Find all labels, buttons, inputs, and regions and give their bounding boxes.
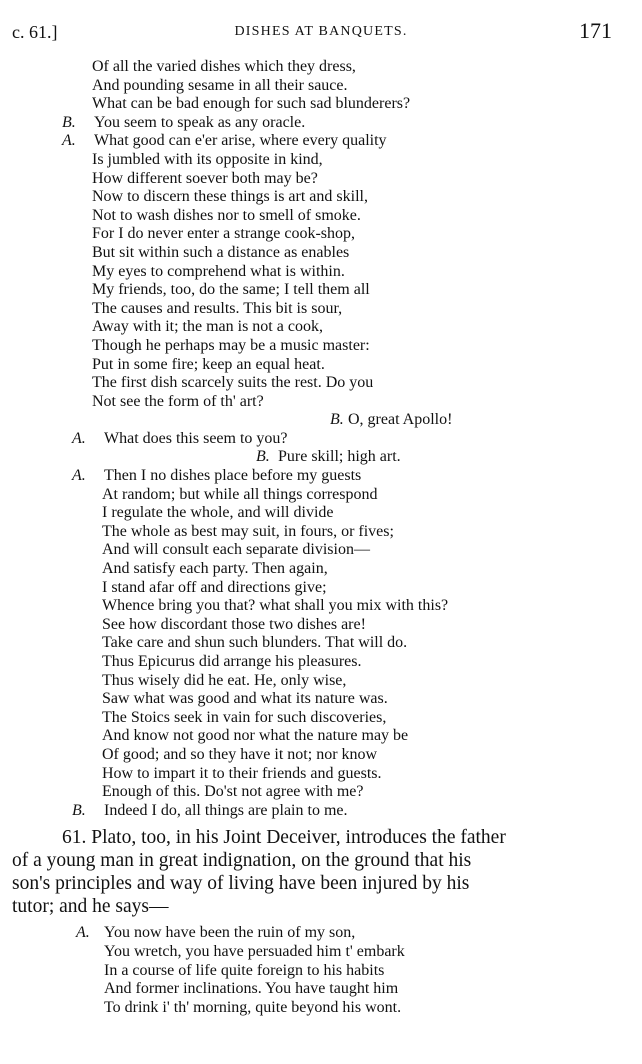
verse-line [0, 616, 642, 635]
verse-text: Then I no dishes place before my guests [104, 467, 362, 485]
speaker-label: B. [72, 801, 86, 819]
speaker-label: B. [256, 448, 270, 466]
running-header [0, 18, 642, 48]
verse-line [0, 207, 642, 226]
verse-text: How to impart it to their friends and guests. [102, 764, 382, 782]
verse-body [0, 58, 642, 1017]
verse-line [0, 727, 642, 746]
verse-line [0, 690, 642, 709]
verse-text: Away with it; the man is not a cook, [92, 318, 323, 336]
verse-text: Now to discern these things is art and skill, [92, 188, 368, 206]
paragraph-text: 61. Plato, too, in his Joint Deceiver, introduces the father [62, 827, 506, 849]
verse-line [0, 579, 642, 598]
verse-text: Indeed I do, all things are plain to me. [104, 801, 348, 819]
verse-line [0, 132, 642, 151]
verse-text: Put in some fire; keep an equal heat. [92, 355, 325, 373]
speaker-label: A. [72, 467, 86, 485]
verse-text: My friends, too, do the same; I tell them all [92, 281, 370, 299]
verse-line [0, 924, 642, 943]
verse-text: You now have been the ruin of my son, [104, 924, 356, 942]
paragraph-text: of a young man in great indignation, on the ground that his [12, 850, 472, 872]
verse-line [0, 300, 642, 319]
verse-line [0, 802, 642, 821]
verse-line [0, 225, 642, 244]
verse-text: I stand afar off and directions give; [102, 578, 327, 596]
verse-line [0, 188, 642, 207]
verse-text: Take care and shun such blunders. That will do. [102, 634, 408, 652]
verse-line [0, 980, 642, 999]
verse-text: But sit within such a distance as enables [92, 243, 350, 261]
verse-text: O, great Apollo! [348, 411, 453, 429]
running-title: DISHES AT BANQUETS. [234, 24, 408, 39]
verse-line [0, 467, 642, 486]
verse-line [0, 281, 642, 300]
verse-text: You wretch, you have persuaded him t' embark [104, 942, 405, 960]
verse-text: The Stoics seek in vain for such discoveries, [102, 708, 387, 726]
verse-text: And will consult each separate division— [102, 541, 370, 559]
verse-line [0, 999, 642, 1018]
verse-line [0, 318, 642, 337]
paragraph-line [0, 872, 642, 895]
verse-line [0, 523, 642, 542]
speaker-label: A. [72, 429, 86, 447]
verse-line [0, 374, 642, 393]
verse-line [0, 114, 642, 133]
verse-text: How different soever both may be? [92, 169, 318, 187]
verse-line [0, 962, 642, 981]
verse-text: Saw what was good and what its nature was. [102, 690, 388, 708]
verse-line [0, 95, 642, 114]
verse-line [0, 504, 642, 523]
speaker-label: A. [62, 132, 76, 150]
verse-text: I regulate the whole, and will divide [102, 504, 334, 522]
verse-text: The first dish scarcely suits the rest. Do you [92, 374, 374, 392]
speaker-label: B. [330, 411, 344, 429]
verse-text: You seem to speak as any oracle. [94, 113, 306, 131]
verse-text: Though he perhaps may be a music master: [92, 336, 370, 354]
paragraph-line [0, 895, 642, 918]
verse-text: And former inclinations. You have taught him [104, 980, 399, 998]
verse-line [0, 151, 642, 170]
verse-line [0, 430, 642, 449]
verse-text: Not see the form of th' art? [92, 392, 264, 410]
verse-text: Is jumbled with its opposite in kind, [92, 150, 323, 168]
verse-line [0, 709, 642, 728]
verse-line [0, 448, 642, 467]
paragraph-line [0, 849, 642, 872]
verse-line [0, 58, 642, 77]
verse-text: And know not good nor what the nature may be [102, 727, 409, 745]
paragraph-text: son's principles and way of living have been injured by his [12, 873, 470, 895]
verse-text: What does this seem to you? [104, 429, 288, 447]
section-reference: c. 61.] [12, 22, 58, 42]
verse-line [0, 356, 642, 375]
verse-text: See how discordant those two dishes are! [102, 615, 366, 633]
verse-line [0, 337, 642, 356]
verse-line [0, 746, 642, 765]
verse-line [0, 541, 642, 560]
verse-text: My eyes to comprehend what is within. [92, 262, 345, 280]
verse-line [0, 765, 642, 784]
verse-line [0, 634, 642, 653]
verse-line [0, 170, 642, 189]
verse-text: Not to wash dishes nor to smell of smoke. [92, 206, 361, 224]
verse-text: Thus wisely did he eat. He, only wise, [102, 671, 347, 689]
speaker-label: B. [62, 113, 76, 131]
verse-text: Whence bring you that? what shall you mix with this? [102, 597, 449, 615]
verse-text: Of all the varied dishes which they dress, [92, 58, 356, 75]
verse-text: Enough of this. Do'st not agree with me? [102, 783, 364, 801]
verse-line [0, 244, 642, 263]
verse-line [0, 263, 642, 282]
verse-line [0, 783, 642, 802]
verse-line [0, 597, 642, 616]
verse-text: At random; but while all things correspond [102, 485, 378, 503]
verse-text: And pounding sesame in all their sauce. [92, 76, 348, 94]
verse-text: Of good; and so they have it not; nor know [102, 745, 378, 763]
verse-text: And satisfy each party. Then again, [102, 560, 328, 578]
verse-line [0, 672, 642, 691]
verse-text: What good can e'er arise, where every quality [94, 132, 387, 150]
page-number: 171 [579, 18, 612, 43]
verse-text: Pure skill; high art. [278, 448, 401, 466]
speaker-label: A. [76, 924, 90, 942]
verse-text: The causes and results. This bit is sour, [92, 299, 343, 317]
verse-text: For I do never enter a strange cook-shop, [92, 225, 356, 243]
verse-line [0, 77, 642, 96]
verse-text: To drink i' th' morning, quite beyond his wont. [104, 998, 402, 1016]
verse-line [0, 411, 642, 430]
paragraph-line [0, 826, 642, 849]
verse-text: Thus Epicurus did arrange his pleasures. [102, 653, 362, 670]
verse-line [0, 393, 642, 412]
verse-text: In a course of life quite foreign to his habits [104, 961, 385, 979]
verse-line [0, 560, 642, 579]
verse-line [0, 943, 642, 962]
verse-text: The whole as best may suit, in fours, or fives; [102, 522, 394, 540]
verse-text: What can be bad enough for such sad blunderers? [92, 95, 411, 113]
verse-line [0, 486, 642, 505]
verse-line [0, 653, 642, 672]
paragraph-text: tutor; and he says— [12, 896, 169, 918]
